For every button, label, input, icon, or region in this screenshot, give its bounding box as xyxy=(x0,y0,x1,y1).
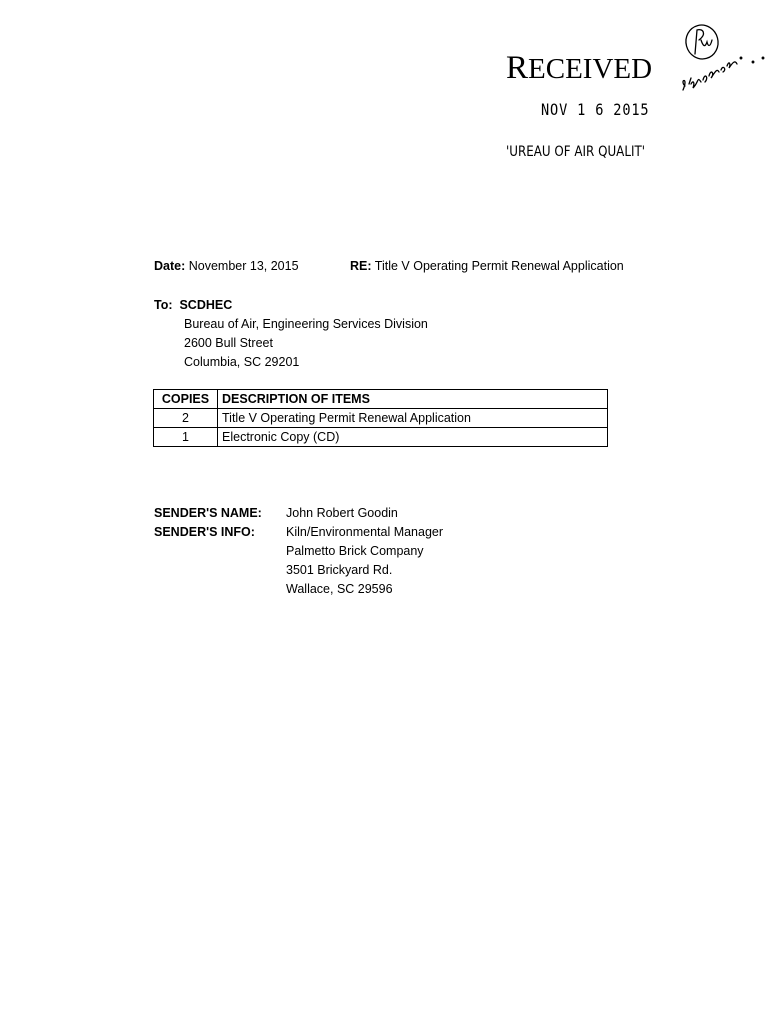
sender-name-label: SENDER'S NAME: xyxy=(154,506,262,520)
date-label: Date: xyxy=(154,259,186,273)
received-stamp-date: NOV 1 6 2015 xyxy=(541,100,650,119)
handwritten-initials-signature xyxy=(675,18,770,98)
re-line xyxy=(350,257,624,276)
recipient-org: SCDHEC xyxy=(179,298,233,312)
items-table xyxy=(153,389,608,447)
received-stamp-rest: ECEIVED xyxy=(528,53,653,85)
table-header-copies: COPIES xyxy=(154,390,218,409)
recipient-line1: Bureau of Air, Engineering Services Division xyxy=(184,317,428,331)
sender-info-line: Kiln/Environmental Manager xyxy=(286,525,444,539)
table-cell-description: Electronic Copy (CD) xyxy=(218,428,608,447)
table-row xyxy=(154,428,608,447)
re-label: RE: xyxy=(350,259,372,273)
date-line xyxy=(154,257,299,276)
table-header-description: DESCRIPTION OF ITEMS xyxy=(218,390,608,409)
sender-info-label: SENDER'S INFO: xyxy=(154,525,255,539)
re-value: Title V Operating Permit Renewal Application xyxy=(374,259,624,273)
recipient-line2: 2600 Bull Street xyxy=(184,336,273,350)
received-stamp xyxy=(506,50,652,87)
to-label: To: xyxy=(154,298,173,312)
recipient-line3: Columbia, SC 29201 xyxy=(184,355,300,369)
received-stamp-initial: R xyxy=(506,50,529,86)
table-cell-copies: 2 xyxy=(154,409,218,428)
sender-name-value: John Robert Goodin xyxy=(286,506,398,520)
table-cell-copies: 1 xyxy=(154,428,218,447)
sender-info-line: Wallace, SC 29596 xyxy=(286,582,393,596)
sender-info-line: 3501 Brickyard Rd. xyxy=(286,563,393,577)
received-stamp-bureau: 'UREAU OF AIR QUALIT' xyxy=(506,144,646,160)
table-header-row xyxy=(154,390,608,409)
sender-info-line: Palmetto Brick Company xyxy=(286,544,424,558)
table-cell-description: Title V Operating Permit Renewal Application xyxy=(218,409,608,428)
to-line xyxy=(154,296,232,315)
table-row xyxy=(154,409,608,428)
date-value: November 13, 2015 xyxy=(188,259,299,273)
